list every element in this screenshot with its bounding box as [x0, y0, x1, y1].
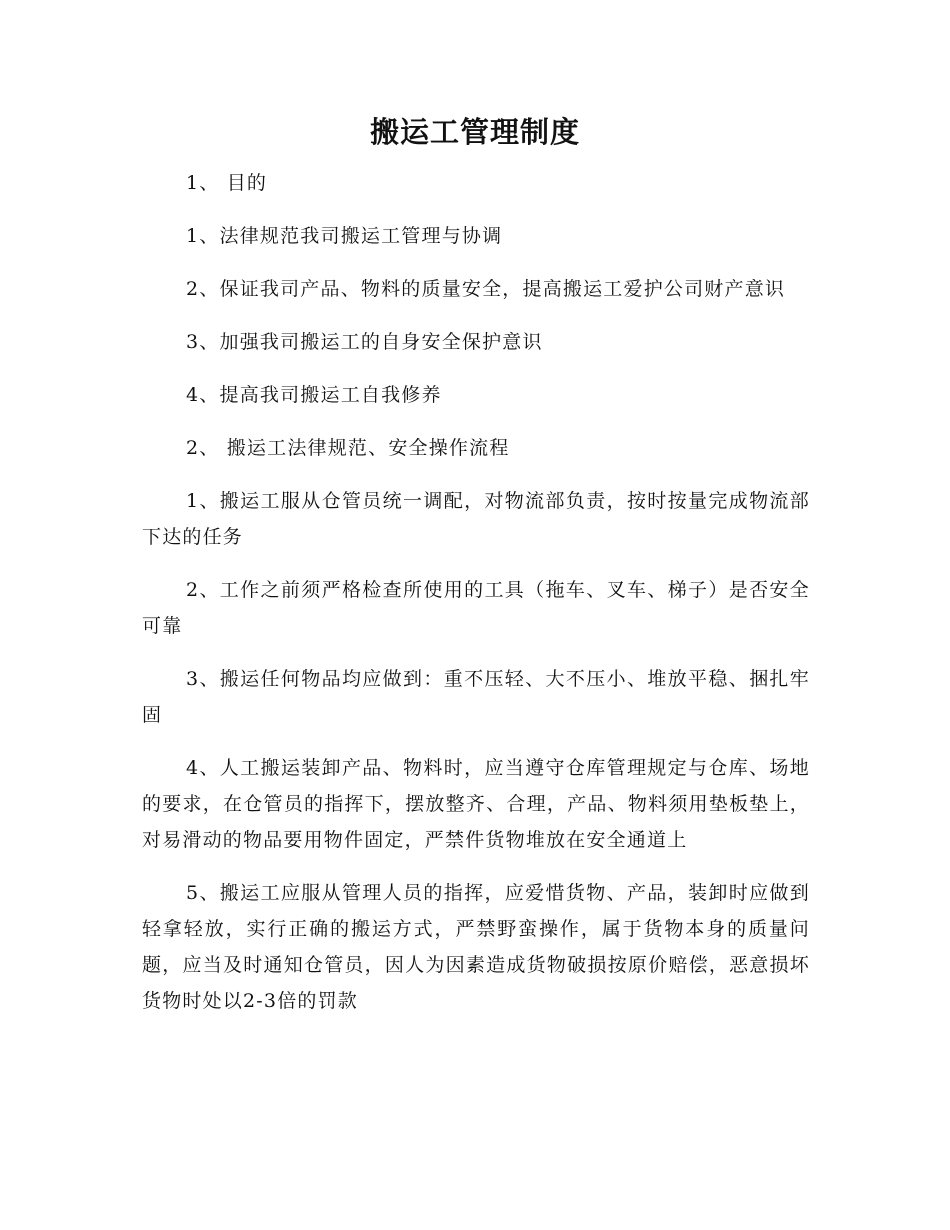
procedure-item-3: 3、搬运任何物品均应做到：重不压轻、大不压小、堆放平稳、捆扎牢固: [142, 668, 810, 726]
procedure-item-1: 1、搬运工服从仓管员统一调配，对物流部负责，按时按量完成物流部下达的任务: [142, 490, 810, 548]
document-body: [142, 165, 810, 1036]
purpose-item-2: 2、保证我司产品、物料的质量安全，提高搬运工爱护公司财产意识: [186, 278, 786, 300]
procedure-item-5: 5、搬运工应服从管理人员的指挥，应爱惜货物、产品，装卸时应做到轻拿轻放，实行正确的搬运方式，严禁野蛮操作，属于货物本身的质量问题，应当及时通知仓管员，因人为因素造成货物破损按原价赔偿，恶意损坏货物时处以2-3倍的罚款: [142, 882, 810, 1012]
procedure-item-4: 4、人工搬运装卸产品、物料时，应当遵守仓库管理规定与仓库、场地的要求，在仓管员的指挥下，摆放整齐、合理，产品、物料须用垫板垫上，对易滑动的物品要用物件固定，严禁件货物堆放在安全通道上: [142, 757, 810, 851]
purpose-item-1: 1、法律规范我司搬运工管理与协调: [186, 225, 503, 247]
section-heading-procedure: 2、 搬运工法律规范、安全操作流程: [186, 437, 510, 459]
section-heading-purpose: 1、 目的: [186, 172, 268, 194]
purpose-item-3: 3、加强我司搬运工的自身安全保护意识: [186, 331, 543, 353]
procedure-item-2: 2、工作之前须严格检查所使用的工具（拖车、叉车、梯子）是否安全可靠: [142, 579, 810, 637]
document-title: 搬运工管理制度: [369, 115, 580, 149]
purpose-item-4: 4、提高我司搬运工自我修养: [186, 384, 442, 406]
